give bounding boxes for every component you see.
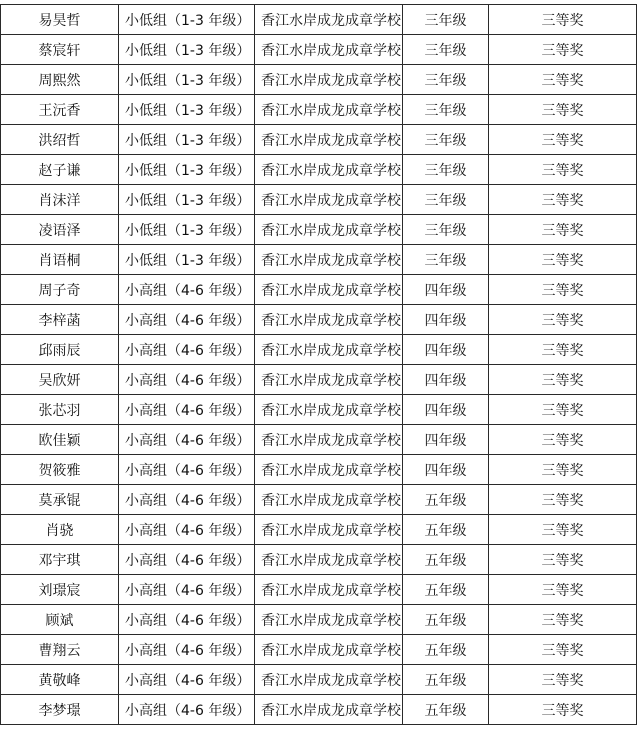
school-cell: 香江水岸成龙成章学校 — [255, 155, 403, 185]
group-cell: 小高组（4-6 年级） — [119, 695, 255, 725]
table-row — [1, 65, 637, 95]
student-name-cell: 蔡宸轩 — [1, 35, 119, 65]
grade-cell: 三年级 — [403, 125, 489, 155]
school-cell: 香江水岸成龙成章学校 — [255, 185, 403, 215]
table-row — [1, 545, 637, 575]
table-row — [1, 275, 637, 305]
student-name-cell: 赵子谦 — [1, 155, 119, 185]
table-row — [1, 365, 637, 395]
grade-cell: 五年级 — [403, 695, 489, 725]
table-row — [1, 635, 637, 665]
table-row — [1, 695, 637, 725]
grade-cell: 三年级 — [403, 245, 489, 275]
award-cell: 三等奖 — [489, 65, 637, 95]
grade-cell: 四年级 — [403, 365, 489, 395]
grade-cell: 三年级 — [403, 95, 489, 125]
table-row — [1, 215, 637, 245]
grade-cell: 三年级 — [403, 35, 489, 65]
school-cell: 香江水岸成龙成章学校 — [255, 5, 403, 35]
group-cell: 小低组（1-3 年级） — [119, 155, 255, 185]
grade-cell: 四年级 — [403, 455, 489, 485]
school-cell: 香江水岸成龙成章学校 — [255, 665, 403, 695]
award-cell: 三等奖 — [489, 485, 637, 515]
award-cell: 三等奖 — [489, 695, 637, 725]
table-row — [1, 455, 637, 485]
grade-cell: 五年级 — [403, 635, 489, 665]
award-cell: 三等奖 — [489, 155, 637, 185]
school-cell: 香江水岸成龙成章学校 — [255, 35, 403, 65]
school-cell: 香江水岸成龙成章学校 — [255, 245, 403, 275]
group-cell: 小低组（1-3 年级） — [119, 185, 255, 215]
school-cell: 香江水岸成龙成章学校 — [255, 635, 403, 665]
award-cell: 三等奖 — [489, 425, 637, 455]
student-name-cell: 肖骁 — [1, 515, 119, 545]
award-cell: 三等奖 — [489, 275, 637, 305]
school-cell: 香江水岸成龙成章学校 — [255, 215, 403, 245]
group-cell: 小低组（1-3 年级） — [119, 215, 255, 245]
grade-cell: 五年级 — [403, 515, 489, 545]
table-row — [1, 305, 637, 335]
student-name-cell: 邱雨辰 — [1, 335, 119, 365]
table-row — [1, 95, 637, 125]
grade-cell: 三年级 — [403, 215, 489, 245]
award-cell: 三等奖 — [489, 395, 637, 425]
group-cell: 小高组（4-6 年级） — [119, 545, 255, 575]
student-name-cell: 周熙然 — [1, 65, 119, 95]
group-cell: 小低组（1-3 年级） — [119, 95, 255, 125]
table-row — [1, 395, 637, 425]
school-cell: 香江水岸成龙成章学校 — [255, 125, 403, 155]
table-row — [1, 335, 637, 365]
student-name-cell: 肖沫洋 — [1, 185, 119, 215]
student-name-cell: 曹翔云 — [1, 635, 119, 665]
award-cell: 三等奖 — [489, 185, 637, 215]
award-cell: 三等奖 — [489, 95, 637, 125]
school-cell: 香江水岸成龙成章学校 — [255, 455, 403, 485]
grade-cell: 五年级 — [403, 485, 489, 515]
school-cell: 香江水岸成龙成章学校 — [255, 95, 403, 125]
table-row — [1, 485, 637, 515]
student-name-cell: 贺筱雅 — [1, 455, 119, 485]
student-name-cell: 李梓菡 — [1, 305, 119, 335]
group-cell: 小高组（4-6 年级） — [119, 335, 255, 365]
school-cell: 香江水岸成龙成章学校 — [255, 605, 403, 635]
school-cell: 香江水岸成龙成章学校 — [255, 365, 403, 395]
grade-cell: 四年级 — [403, 305, 489, 335]
award-cell: 三等奖 — [489, 35, 637, 65]
table-row — [1, 125, 637, 155]
table-row — [1, 5, 637, 35]
group-cell: 小低组（1-3 年级） — [119, 5, 255, 35]
table-row — [1, 665, 637, 695]
student-name-cell: 张芯羽 — [1, 395, 119, 425]
award-cell: 三等奖 — [489, 5, 637, 35]
table-row — [1, 35, 637, 65]
grade-cell: 三年级 — [403, 65, 489, 95]
school-cell: 香江水岸成龙成章学校 — [255, 395, 403, 425]
award-cell: 三等奖 — [489, 665, 637, 695]
group-cell: 小低组（1-3 年级） — [119, 245, 255, 275]
school-cell: 香江水岸成龙成章学校 — [255, 275, 403, 305]
school-cell: 香江水岸成龙成章学校 — [255, 305, 403, 335]
award-cell: 三等奖 — [489, 215, 637, 245]
table-row — [1, 575, 637, 605]
award-cell: 三等奖 — [489, 125, 637, 155]
table-row — [1, 425, 637, 455]
group-cell: 小高组（4-6 年级） — [119, 455, 255, 485]
group-cell: 小高组（4-6 年级） — [119, 635, 255, 665]
award-cell: 三等奖 — [489, 635, 637, 665]
grade-cell: 五年级 — [403, 545, 489, 575]
group-cell: 小高组（4-6 年级） — [119, 515, 255, 545]
school-cell: 香江水岸成龙成章学校 — [255, 695, 403, 725]
award-table — [0, 4, 637, 725]
student-name-cell: 王沅香 — [1, 95, 119, 125]
school-cell: 香江水岸成龙成章学校 — [255, 545, 403, 575]
group-cell: 小高组（4-6 年级） — [119, 605, 255, 635]
student-name-cell: 刘璟宸 — [1, 575, 119, 605]
award-cell: 三等奖 — [489, 515, 637, 545]
grade-cell: 五年级 — [403, 665, 489, 695]
student-name-cell: 顾斌 — [1, 605, 119, 635]
award-table-body — [1, 5, 637, 725]
award-cell: 三等奖 — [489, 455, 637, 485]
group-cell: 小高组（4-6 年级） — [119, 305, 255, 335]
school-cell: 香江水岸成龙成章学校 — [255, 515, 403, 545]
group-cell: 小高组（4-6 年级） — [119, 575, 255, 605]
student-name-cell: 周子奇 — [1, 275, 119, 305]
grade-cell: 四年级 — [403, 335, 489, 365]
group-cell: 小高组（4-6 年级） — [119, 275, 255, 305]
student-name-cell: 邓宇琪 — [1, 545, 119, 575]
award-cell: 三等奖 — [489, 545, 637, 575]
table-row — [1, 155, 637, 185]
group-cell: 小低组（1-3 年级） — [119, 35, 255, 65]
group-cell: 小高组（4-6 年级） — [119, 665, 255, 695]
group-cell: 小高组（4-6 年级） — [119, 365, 255, 395]
school-cell: 香江水岸成龙成章学校 — [255, 485, 403, 515]
grade-cell: 四年级 — [403, 395, 489, 425]
grade-cell: 四年级 — [403, 425, 489, 455]
group-cell: 小低组（1-3 年级） — [119, 65, 255, 95]
group-cell: 小低组（1-3 年级） — [119, 125, 255, 155]
student-name-cell: 黄敬峰 — [1, 665, 119, 695]
school-cell: 香江水岸成龙成章学校 — [255, 335, 403, 365]
grade-cell: 三年级 — [403, 155, 489, 185]
student-name-cell: 莫承锟 — [1, 485, 119, 515]
student-name-cell: 凌语泽 — [1, 215, 119, 245]
student-name-cell: 易昊哲 — [1, 5, 119, 35]
grade-cell: 三年级 — [403, 5, 489, 35]
grade-cell: 三年级 — [403, 185, 489, 215]
student-name-cell: 李梦璟 — [1, 695, 119, 725]
table-row — [1, 605, 637, 635]
grade-cell: 五年级 — [403, 575, 489, 605]
group-cell: 小高组（4-6 年级） — [119, 425, 255, 455]
group-cell: 小高组（4-6 年级） — [119, 395, 255, 425]
student-name-cell: 肖语桐 — [1, 245, 119, 275]
grade-cell: 五年级 — [403, 605, 489, 635]
student-name-cell: 欧佳颖 — [1, 425, 119, 455]
group-cell: 小高组（4-6 年级） — [119, 485, 255, 515]
table-row — [1, 245, 637, 275]
table-row — [1, 185, 637, 215]
award-cell: 三等奖 — [489, 365, 637, 395]
award-cell: 三等奖 — [489, 335, 637, 365]
table-row — [1, 515, 637, 545]
award-cell: 三等奖 — [489, 305, 637, 335]
student-name-cell: 洪绍哲 — [1, 125, 119, 155]
school-cell: 香江水岸成龙成章学校 — [255, 575, 403, 605]
school-cell: 香江水岸成龙成章学校 — [255, 65, 403, 95]
school-cell: 香江水岸成龙成章学校 — [255, 425, 403, 455]
award-cell: 三等奖 — [489, 245, 637, 275]
student-name-cell: 吴欣妍 — [1, 365, 119, 395]
grade-cell: 四年级 — [403, 275, 489, 305]
award-cell: 三等奖 — [489, 575, 637, 605]
award-cell: 三等奖 — [489, 605, 637, 635]
